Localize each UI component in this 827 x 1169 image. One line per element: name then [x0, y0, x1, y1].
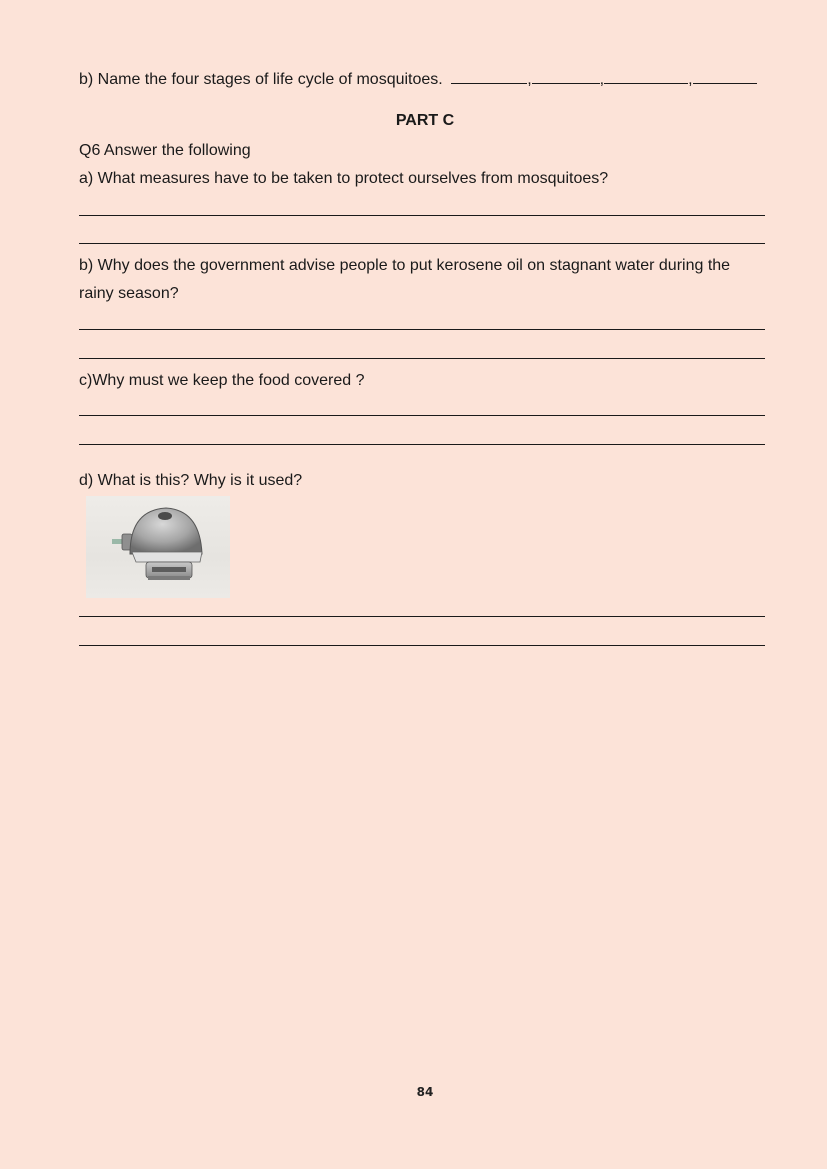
part-heading: PART C: [395, 112, 455, 129]
page-number: 84: [416, 1085, 434, 1099]
answer-line-6b-2[interactable]: [79, 358, 765, 359]
mosquito-repellent-image: [86, 496, 230, 598]
question-5b-text: b) Name the four stages of life cycle of mosquitoes.: [79, 71, 443, 88]
answer-line-6c-2[interactable]: [79, 444, 765, 445]
answer-blank-2[interactable]: [532, 69, 600, 84]
question-6-title: Q6 Answer the following: [79, 142, 251, 159]
answer-line-6d-2[interactable]: [79, 645, 765, 646]
question-6b-line1: b) Why does the government advise people to put kerosene oil on stagnant water during the: [79, 257, 731, 274]
question-6a: a) What measures have to be taken to protect ourselves from mosquitoes?: [79, 170, 609, 187]
answer-blank-3[interactable]: [604, 69, 688, 84]
answer-line-6a-2[interactable]: [79, 243, 765, 244]
vaporizer-icon: [86, 496, 230, 598]
question-6d: d) What is this? Why is it used?: [79, 472, 303, 489]
answer-line-6d-1[interactable]: [79, 616, 765, 617]
answer-line-6a-1[interactable]: [79, 215, 765, 216]
blank-separator: ,: [527, 71, 532, 88]
blank-separator: ,: [688, 71, 693, 88]
question-5b: [79, 69, 757, 90]
answer-blank-1[interactable]: [451, 69, 527, 84]
answer-line-6b-1[interactable]: [79, 329, 765, 330]
blank-separator: ,: [599, 71, 605, 88]
question-6c: c)Why must we keep the food covered ?: [79, 372, 365, 389]
question-6b-line2: rainy season?: [79, 285, 179, 302]
answer-line-6c-1[interactable]: [79, 415, 765, 416]
answer-blank-4[interactable]: [693, 69, 757, 84]
